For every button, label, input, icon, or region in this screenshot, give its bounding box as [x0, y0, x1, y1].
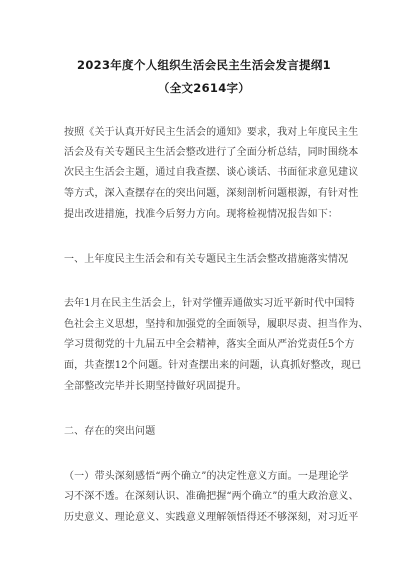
- document-title: 2023年度个人组织生活会民主生活会发言提纲1: [77, 58, 331, 72]
- paragraph-3-line-2: 习不深不透。在深刻认识、准确把握“两个确立”的重大政治意义、: [64, 491, 359, 502]
- section-heading-2: 二、存在的突出问题: [64, 426, 156, 437]
- paragraph-2-line-5: 全部整改完毕并长期坚持做好巩固提升。: [64, 381, 247, 392]
- paragraph-3-line-1: （一）带头深刻感悟“两个确立”的决定性意义方面。一是理论学: [64, 471, 349, 482]
- paragraph-1-line-1: 按照《关于认真开好民主生活会的通知》要求，我对上年度民主生: [64, 127, 359, 138]
- paragraph-1-line-4: 等方式，深入查摆存在的突出问题，深刻剖析问题根源，有针对性: [64, 188, 359, 199]
- paragraph-1-line-2: 活会及有关专题民主生活会整改进行了全面分析总结，同时围绕本: [64, 147, 359, 158]
- document-subtitle: （全文2614字）: [157, 81, 251, 95]
- paragraph-2-line-3: 学习贯彻党的十九届五中全会精神，落实全面从严治党责任5个方: [64, 339, 355, 350]
- paragraph-2-line-2: 色社会主义思想，坚持和加强党的全面领导，履职尽责、担当作为、: [64, 319, 369, 330]
- section-heading-1: 一、上年度民主生活会和有关专题民主生活会整改措施落实情况: [64, 254, 349, 265]
- paragraph-1-line-5: 提出改进措施，找准今后努力方向。现将检视情况报告如下：: [64, 209, 339, 220]
- paragraph-3-line-3: 历史意义、理论意义、实践意义理解领悟得还不够深刻，对习近平: [64, 512, 359, 523]
- paragraph-2-line-1: 去年1月在民主生活会上，针对学懂弄通做实习近平新时代中国特: [64, 298, 355, 309]
- paragraph-2-line-4: 面，共查摆12个问题。针对查摆出来的问题，认真抓好整改，现已: [64, 360, 362, 371]
- paragraph-1-line-3: 次民主生活会主题，通过自我查摆、谈心谈话、书面征求意见建议: [64, 167, 359, 178]
